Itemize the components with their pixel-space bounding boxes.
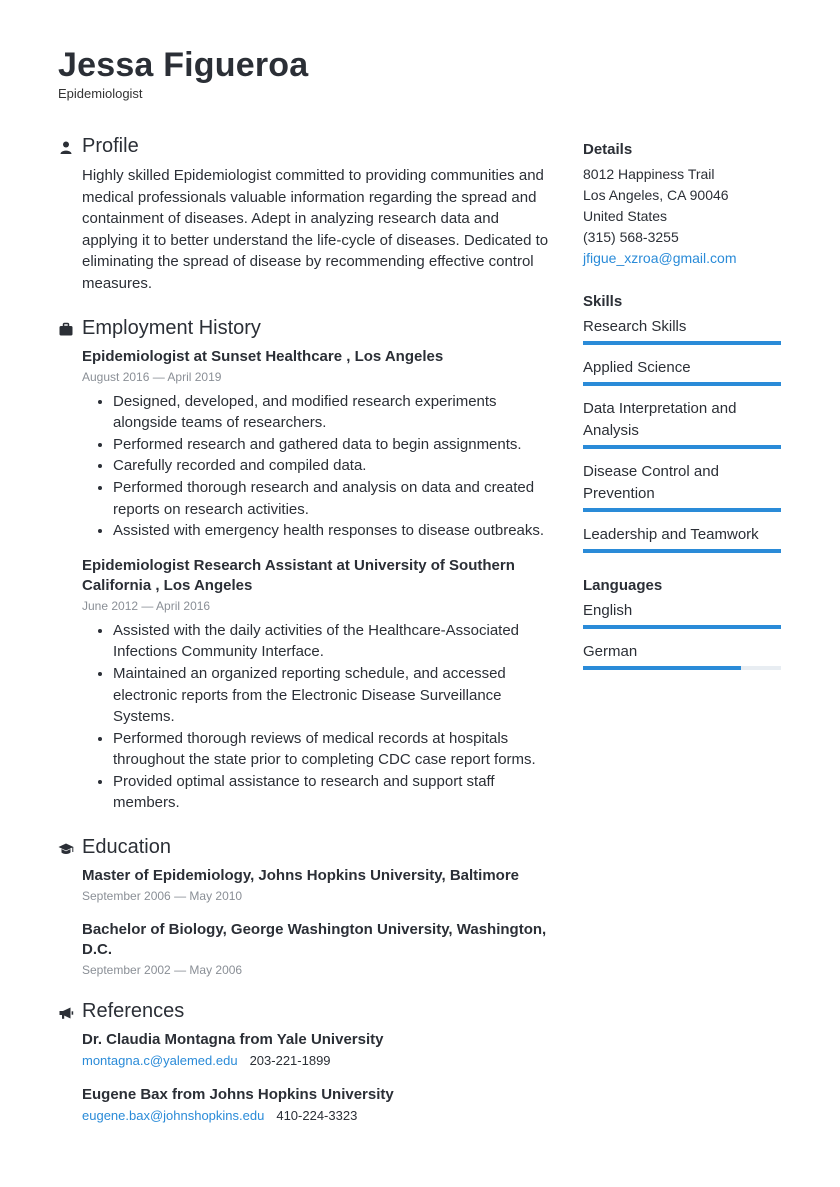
main-column <box>58 135 550 1146</box>
skill-item <box>583 461 781 512</box>
skill-name: Leadership and Teamwork <box>583 526 759 543</box>
education-section <box>58 836 550 978</box>
reference-entry <box>82 1085 550 1124</box>
skill-item <box>583 524 781 553</box>
reference-entry <box>82 1030 550 1069</box>
reference-name: Dr. Claudia Montagna from Yale University <box>82 1031 384 1049</box>
job-bullets <box>82 620 550 814</box>
employment-section <box>58 317 550 815</box>
education-header <box>58 836 550 862</box>
details-block <box>583 140 781 269</box>
job-bullets <box>82 391 550 542</box>
reference-email-link[interactable]: eugene.bax@johnshopkins.edu <box>82 1108 265 1124</box>
reference-phone: 410-224-3323 <box>276 1108 358 1124</box>
skill-level-bar <box>583 445 781 449</box>
job-entry <box>82 347 550 542</box>
education-degree: Master of Epidemiology, Johns Hopkins University, Baltimore <box>82 867 520 885</box>
profile-text: Highly skilled Epidemiologist committed to providing communities and medical professionals valuable information regarding the spread and containment of diseases. Adept in analyzing research data and applying it to better understand the life-cycle of diseases. Dedicated to eliminating the spread of disease by recommending effective control measures. <box>82 167 549 292</box>
details-address-line2: Los Angeles, CA 90046 <box>583 187 729 203</box>
megaphone-icon <box>58 1005 74 1021</box>
job-bullet: • Performed thorough reviews of medical records at hospitals throughout the state prior to completing CDC case report forms. <box>113 728 550 771</box>
job-bullet: • Provided optimal assistance to research and support staff members. <box>113 771 550 814</box>
language-name: English <box>583 602 633 619</box>
education-heading: Education <box>82 836 171 859</box>
skill-item <box>583 398 781 449</box>
skill-level-fill <box>583 341 781 345</box>
employment-heading: Employment History <box>82 316 261 339</box>
education-dates: September 2006 — May 2010 <box>82 889 243 904</box>
references-heading: References <box>82 1000 185 1023</box>
skill-item <box>583 357 781 386</box>
skills-block <box>583 292 781 553</box>
skill-level-fill <box>583 549 781 553</box>
job-dates: June 2012 — April 2016 <box>82 598 211 613</box>
briefcase-icon <box>58 322 74 338</box>
languages-block <box>583 576 781 670</box>
employment-header <box>58 317 550 343</box>
skill-level-bar <box>583 341 781 345</box>
reference-name: Eugene Bax from Johns Hopkins University <box>82 1086 394 1104</box>
reference-email-link[interactable]: montagna.c@yalemed.edu <box>82 1053 238 1069</box>
details-address-line1: 8012 Happiness Trail <box>583 166 715 182</box>
job-bullet: • Performed thorough research and analysis on data and created reports on research activities. <box>113 477 550 520</box>
job-title: Epidemiologist at Sunset Healthcare , Los Angeles <box>82 347 444 365</box>
skill-level-fill <box>583 508 781 512</box>
language-item <box>583 641 781 670</box>
job-bullet: • Assisted with emergency health responses to disease outbreaks. <box>113 520 550 542</box>
details-email-link[interactable]: jfigue_xzroa@gmail.com <box>583 250 737 266</box>
skill-level-fill <box>583 382 781 386</box>
language-level-bar <box>583 625 781 629</box>
skill-name: Data Interpretation and Analysis <box>583 400 737 439</box>
job-bullet: • Assisted with the daily activities of the Healthcare-Associated Infections Community Interface. <box>113 620 550 663</box>
side-column <box>583 140 781 693</box>
languages-heading: Languages <box>583 577 663 594</box>
references-section <box>58 1000 550 1124</box>
candidate-name: Jessa Figueroa <box>58 46 309 84</box>
skill-name: Applied Science <box>583 359 691 376</box>
language-item <box>583 600 781 629</box>
profile-section <box>58 135 550 295</box>
job-bullet: • Maintained an organized reporting schedule, and accessed electronic reports from the Electronic Disease Surveillance Systems. <box>113 663 550 728</box>
details-phone: (315) 568-3255 <box>583 229 679 245</box>
education-entry <box>82 920 550 978</box>
job-entry <box>82 556 550 814</box>
job-bullet: • Performed research and gathered data to begin assignments. <box>113 434 550 456</box>
education-dates: September 2002 — May 2006 <box>82 963 243 978</box>
skill-item <box>583 316 781 345</box>
reference-phone: 203-221-1899 <box>249 1053 331 1069</box>
job-title: Epidemiologist Research Assistant at University of Southern California , Los Angeles <box>82 556 515 594</box>
skill-level-bar <box>583 382 781 386</box>
graduation-cap-icon <box>58 841 74 857</box>
skill-level-bar <box>583 508 781 512</box>
person-icon <box>58 140 74 156</box>
job-bullet: • Carefully recorded and compiled data. <box>113 455 550 477</box>
language-name: German <box>583 643 638 660</box>
references-header <box>58 1000 550 1026</box>
skill-level-fill <box>583 445 781 449</box>
language-level-fill <box>583 625 781 629</box>
language-level-fill <box>583 666 741 670</box>
skills-heading: Skills <box>583 293 623 310</box>
job-bullet: • Designed, developed, and modified research experiments alongside teams of researchers. <box>113 391 550 434</box>
language-level-bar <box>583 666 781 670</box>
details-country: United States <box>583 208 668 224</box>
profile-heading: Profile <box>82 135 139 157</box>
skill-level-bar <box>583 549 781 553</box>
profile-header <box>58 135 550 161</box>
details-heading: Details <box>583 141 633 158</box>
skill-name: Research Skills <box>583 318 687 335</box>
skill-name: Disease Control and Prevention <box>583 463 719 502</box>
job-dates: August 2016 — April 2019 <box>82 369 222 384</box>
education-entry <box>82 866 550 904</box>
education-degree: Bachelor of Biology, George Washington University, Washington, D.C. <box>82 921 547 959</box>
candidate-title: Epidemiologist <box>58 86 143 101</box>
